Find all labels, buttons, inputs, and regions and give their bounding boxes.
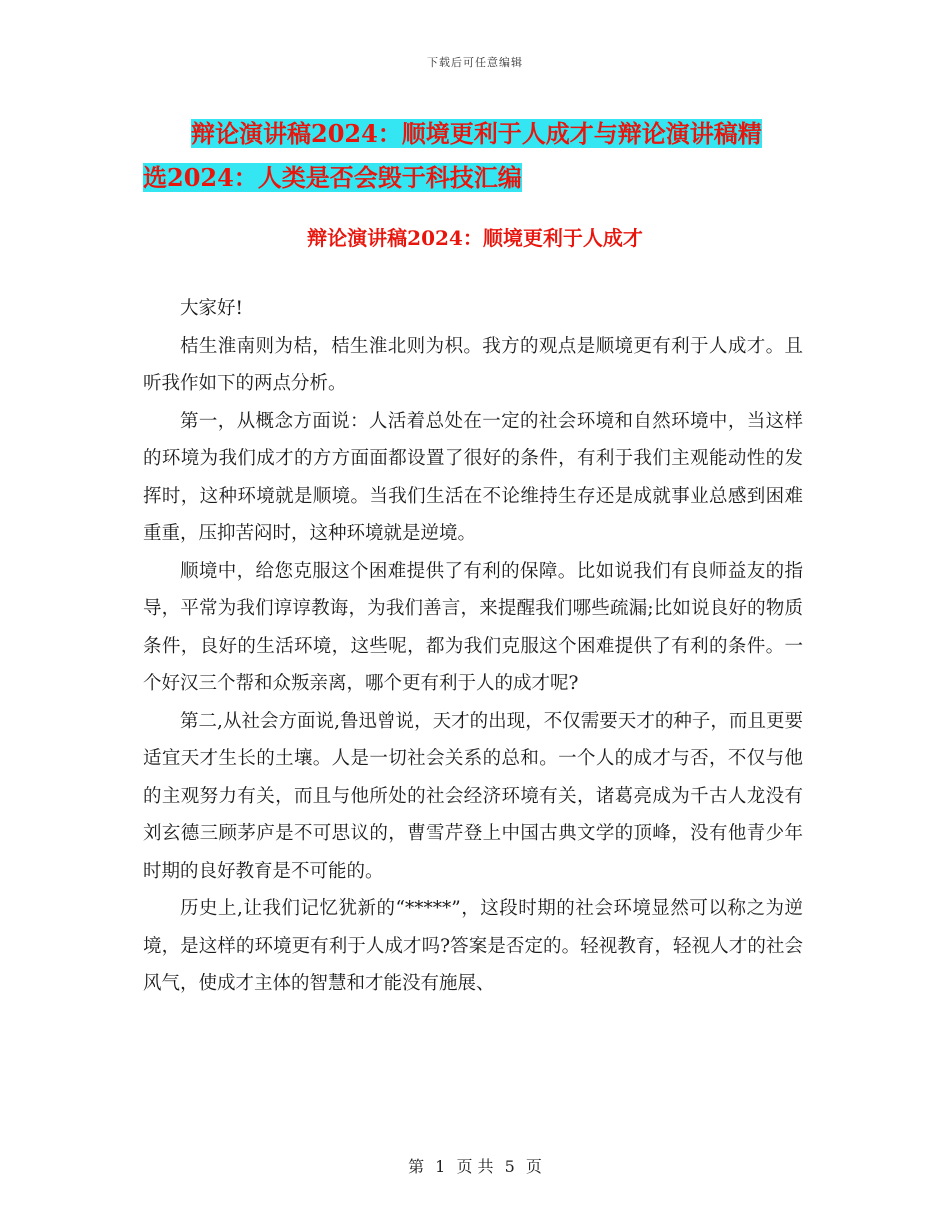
footer-suffix: 页 <box>525 1157 542 1176</box>
paragraph-greeting: 大家好! <box>180 298 243 319</box>
section-title: 辩论演讲稿2024：顺境更利于人成才 <box>307 226 643 250</box>
page-footer <box>0 1154 950 1177</box>
paragraph-concept: 第一，从概念方面说：人活着总处在一定的社会环境和自然环境中，当这样的环境为我们成才的方方面面都设置了很好的条件，有利于我们主观能动性的发挥时，这种环境就是顺境。当我们生活在不论维持生存还是成就事业总感到困难重重，压抑苦闷时，这种环境就是逆境。 <box>143 410 803 544</box>
document-title <box>143 112 823 200</box>
title-line-1-text: 辩论演讲稿2024：顺境更利于人成才与辩论演讲稿精 <box>191 119 762 148</box>
page-header: 下载后可任意编辑 <box>427 56 523 69</box>
body-text <box>143 290 803 1003</box>
paragraph-history: 历史上,让我们记忆犹新的“*****”，这段时期的社会环境显然可以称之为逆境，是这样的环境更有利于人成才吗?答案是否定的。轻视教育，轻视人才的社会风气，使成才主体的智慧和才能没有施展、 <box>143 898 803 994</box>
title-line-2-text: 选2024：人类是否会毁于科技汇编 <box>143 163 522 192</box>
paragraph-thesis: 桔生淮南则为桔，桔生淮北则为枳。我方的观点是顺境更有利于人成才。且听我作如下的两点分析。 <box>143 335 803 394</box>
paragraph-social-aspect: 第二,从社会方面说,鲁迅曾说，天才的出现，不仅需要天才的种子，而且更要适宜天才生长的土壤。人是一切社会关系的总和。一个人的成才与否，不仅与他的主观努力有关，而且与他所处的社会经济环境有关，诸葛亮成为千古人龙没有刘玄德三顾茅庐是不可思议的，曹雪芹登上中国古典文学的顶峰，没有他青少年时期的良好教育是不可能的。 <box>143 710 803 882</box>
footer-middle: 页 共 <box>456 1157 494 1176</box>
title-line-2 <box>143 156 823 200</box>
footer-page-number: 1 <box>435 1157 446 1176</box>
paragraph-favorable-conditions: 顺境中，给您克服这个困难提供了有利的保障。比如说我们有良师益友的指导，平常为我们谆谆教诲，为我们善言，来提醒我们哪些疏漏;比如说良好的物质条件，良好的生活环境，这些呢，都为我们克服这个困难提供了有利的条件。一个好汉三个帮和众叛亲离，哪个更有利于人的成才呢? <box>143 560 803 694</box>
footer-total-pages: 5 <box>504 1157 515 1176</box>
footer-prefix: 第 <box>408 1157 425 1176</box>
title-line-1 <box>143 112 823 156</box>
